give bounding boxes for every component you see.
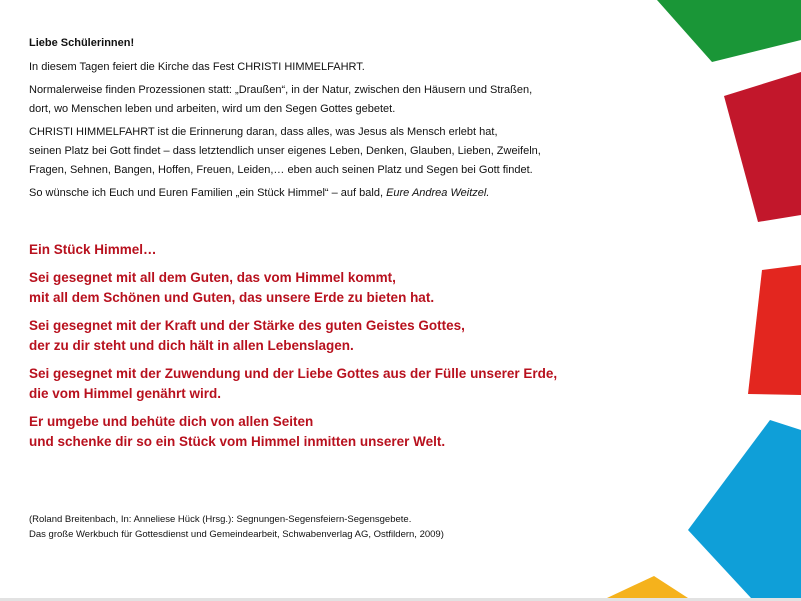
blessing-stanza-4 (29, 412, 629, 452)
letter-p3-line-3: Fragen, Sehnen, Bangen, Hoffen, Freuen, Leiden,… eben auch seinen Platz und Segen bei Gott findet. (29, 164, 533, 176)
letter-p2-line-1: Normalerweise finden Prozessionen statt: „Draußen“, in der Natur, zwischen den Häusern und Straßen, (29, 84, 533, 96)
blessing-s4-line-1: Er umgebe und behüte dich von allen Seiten (29, 414, 314, 429)
source-line-2: Das große Werkbuch für Gottesdienst und Gemeindearbeit, Schwabenverlag AG, Ostfildern, 2009) (29, 529, 444, 540)
red-arc-segment (748, 265, 801, 395)
blessing-section (29, 240, 629, 460)
letter-p4-text: So wünsche ich Euch und Euren Familien „ein Stück Himmel“ – auf bald, (29, 187, 387, 199)
blessing-s1-line-2: mit all dem Schönen und Guten, das unsere Erde zu bieten hat. (29, 290, 435, 305)
letter-p3-line-1: CHRISTI HIMMELFAHRT ist die Erinnerung daran, dass alles, was Jesus als Mensch erlebt hat, (29, 126, 498, 138)
letter-p2-line-2: dort, wo Menschen leben und arbeiten, wird um den Segen Gottes gebetet. (29, 103, 396, 115)
letter-greeting: Liebe Schülerinnen! (29, 37, 135, 49)
letter-p1-text: In diesem Tagen feiert die Kirche das Fest CHRISTI HIMMELFAHRT. (29, 61, 365, 73)
dark-red-arc-segment (724, 72, 801, 222)
blessing-stanza-2 (29, 316, 629, 356)
letter-paragraph-3 (29, 123, 609, 180)
source-citation (29, 512, 629, 542)
yellow-arc-segment (607, 576, 688, 598)
blessing-s3-line-2: die vom Himmel genährt wird. (29, 386, 222, 401)
letter-section (29, 34, 609, 207)
blessing-s3-line-1: Sei gesegnet mit der Zuwendung und der Liebe Gottes aus der Fülle unserer Erde, (29, 366, 558, 381)
letter-paragraph-4 (29, 184, 609, 203)
blessing-stanza-3 (29, 364, 629, 404)
letter-paragraph-1 (29, 58, 609, 77)
blessing-stanza-1 (29, 268, 629, 308)
source-line-1: (Roland Breitenbach, In: Anneliese Hück (Hrsg.): Segnungen-Segensfeiern-Segensgebete. (29, 514, 412, 525)
blessing-s1-line-1: Sei gesegnet mit all dem Guten, das vom Himmel kommt, (29, 270, 396, 285)
blessing-title: Ein Stück Himmel… (29, 242, 157, 257)
blessing-s4-line-2: und schenke dir so ein Stück vom Himmel inmitten unserer Welt. (29, 434, 446, 449)
blessing-s2-line-2: der zu dir steht und dich hält in allen Lebenslagen. (29, 338, 354, 353)
letter-paragraph-2 (29, 81, 609, 119)
blessing-s2-line-1: Sei gesegnet mit der Kraft und der Stärke des guten Geistes Gottes, (29, 318, 465, 333)
blue-arc-segment (688, 420, 801, 598)
green-arc-segment (657, 0, 801, 62)
letter-p3-line-2: seinen Platz bei Gott findet – dass letztendlich unser eigenes Leben, Denken, Glauben, Lieben, Zweifeln, (29, 145, 541, 157)
letter-signature: Eure Andrea Weitzel. (386, 187, 490, 199)
